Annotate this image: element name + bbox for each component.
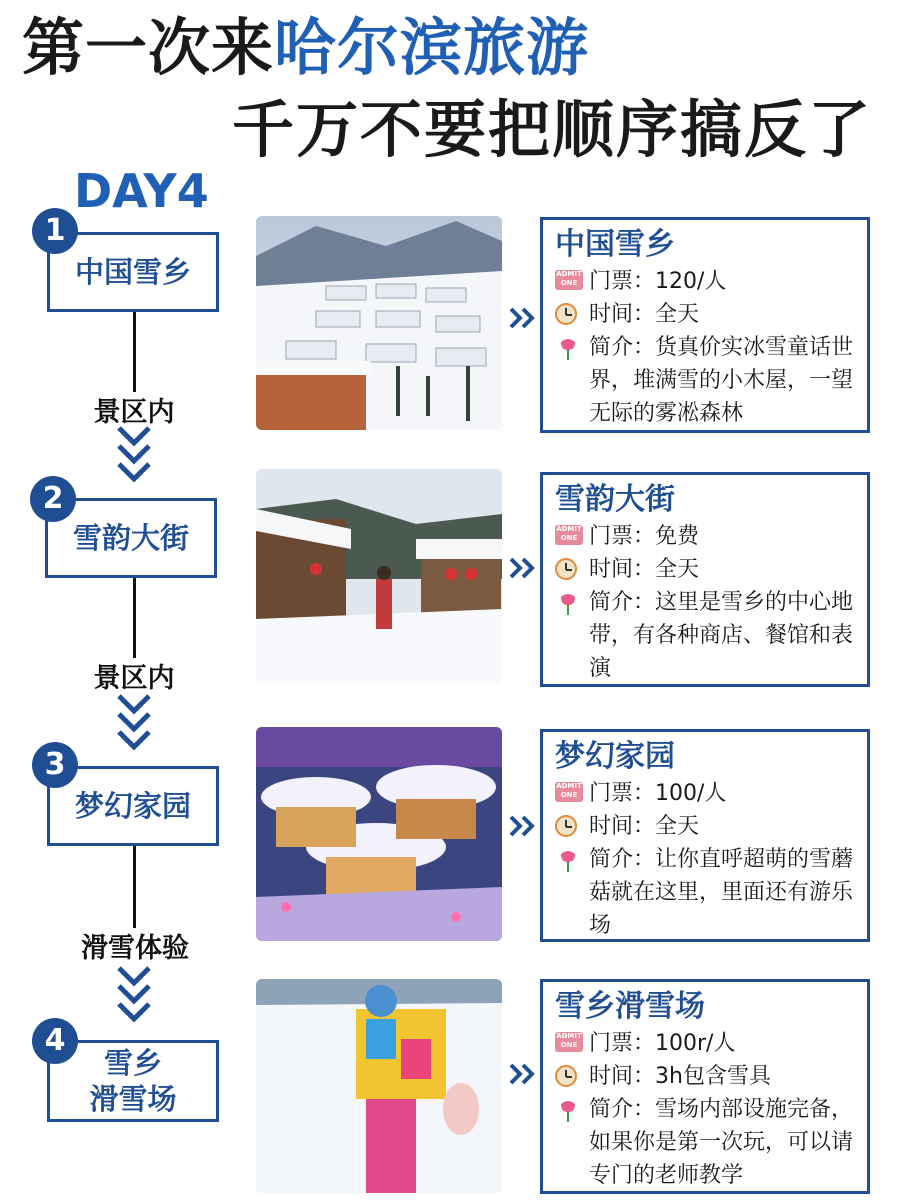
intro-row: [555, 1093, 857, 1192]
step-label: 雪韵大街: [72, 520, 189, 555]
ticket-row: [555, 777, 857, 810]
intro-row: [555, 586, 857, 685]
chevron-down-icon: [116, 692, 152, 756]
double-arrow-icon: [508, 1062, 538, 1086]
intro-text: 简介：这里是雪乡的中心地带，有各种商店、餐馆和表演: [589, 589, 854, 681]
page-title-line1: [22, 11, 590, 84]
info-card-2: [540, 472, 870, 687]
card-title: 雪韵大街: [555, 482, 675, 517]
ticket-row: [555, 265, 857, 298]
time-row: [555, 810, 857, 843]
ticket-row: [555, 1027, 857, 1060]
ticket-text: 门票：100/人: [589, 780, 727, 806]
step-number-2: 2: [30, 476, 76, 522]
intro-text: 简介：让你直呼超萌的雪蘑菇就在这里，里面还有游乐场: [589, 846, 854, 938]
info-card-4: [540, 979, 870, 1194]
photo-snow-street: [256, 469, 502, 683]
step-label: 中国雪乡: [74, 254, 191, 289]
page-title-line2: 千万不要把顺序搞反了: [232, 93, 873, 166]
time-row: [555, 298, 857, 331]
time-text: 时间：3h包含雪具: [589, 1063, 771, 1089]
step-label: 滑雪场: [89, 1082, 177, 1116]
transition-label: 景区内: [93, 663, 175, 694]
timeline-line: [133, 846, 136, 928]
time-text: 时间：全天: [589, 556, 700, 582]
card-title: 中国雪乡: [555, 227, 675, 262]
ticket-icon: ADMIT ONE: [555, 270, 583, 290]
time-row: [555, 553, 857, 586]
step-label: 梦幻家园: [74, 788, 191, 823]
intro-text: 简介：雪场内部设施完备，如果你是第一次玩，可以请专门的老师教学: [589, 1096, 854, 1188]
photo-snow-village: [256, 216, 502, 430]
intro-text: 简介：货真价实冰雪童话世界，堆满雪的小木屋，一望无际的雾凇森林: [589, 334, 854, 426]
step-number-1: 1: [32, 208, 78, 254]
title-part-black: 第一次来: [22, 11, 275, 84]
time-text: 时间：全天: [589, 301, 700, 327]
tulip-icon: [555, 591, 581, 617]
info-card-1: [540, 217, 870, 433]
tulip-icon: [555, 848, 581, 874]
ticket-text: 门票：120/人: [589, 268, 727, 294]
transition-label: 景区内: [93, 397, 175, 428]
clock-icon: [555, 815, 577, 837]
title-part-blue: 哈尔滨旅游: [274, 11, 590, 84]
step-number-3: 3: [32, 742, 78, 788]
chevron-down-icon: [116, 424, 152, 488]
ticket-icon: ADMIT ONE: [555, 1032, 583, 1052]
chevron-down-icon: [116, 964, 152, 1028]
double-arrow-icon: [508, 556, 538, 580]
card-title: 梦幻家园: [555, 739, 675, 774]
time-text: 时间：全天: [589, 813, 700, 839]
ticket-icon: ADMIT ONE: [555, 782, 583, 802]
tulip-icon: [555, 336, 581, 362]
timeline-line: [133, 312, 136, 392]
info-card-3: [540, 729, 870, 942]
photo-ski-resort: [256, 979, 502, 1193]
intro-row: [555, 843, 857, 942]
intro-row: [555, 331, 857, 430]
double-arrow-icon: [508, 306, 538, 330]
step-number-4: 4: [32, 1018, 78, 1064]
ticket-text: 门票：100r/人: [589, 1030, 736, 1056]
tulip-icon: [555, 1098, 581, 1124]
clock-icon: [555, 303, 577, 325]
timeline-line: [133, 578, 136, 658]
clock-icon: [555, 558, 577, 580]
ticket-row: [555, 520, 857, 553]
card-title: 雪乡滑雪场: [555, 989, 705, 1024]
time-row: [555, 1060, 857, 1093]
photo-dream-home: [256, 727, 502, 941]
double-arrow-icon: [508, 814, 538, 838]
day-label: DAY4: [74, 164, 209, 218]
ticket-text: 门票：免费: [589, 523, 700, 549]
ticket-icon: ADMIT ONE: [555, 525, 583, 545]
transition-label: 滑雪体验: [81, 933, 189, 964]
clock-icon: [555, 1065, 577, 1087]
step-label: 雪乡: [103, 1045, 162, 1080]
